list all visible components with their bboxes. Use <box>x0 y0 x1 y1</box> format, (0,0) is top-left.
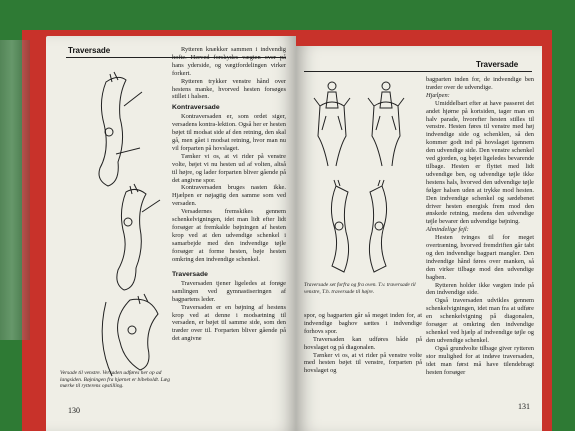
left-page-number: 130 <box>68 406 80 415</box>
paragraph: Traversaden er en bøjning af hestens krop ved at denne i modsætning til versaden, er bøjet til samme side, som den træder over til. Forparten bliver gående på det angivne <box>172 303 286 343</box>
paragraph: Tænker vi os, at vi rider på venstre volte med hesten bøjet til venstre, forparten på hovslaget og <box>304 351 422 375</box>
right-page <box>296 46 542 431</box>
paragraph: Hesten tvinges til for meget overtræning, hvorved fremdriften går tabt og den indvendige bagpart mangler. Den indvendige hånd føres over manken, så den virker tilbage mod den udvendige bagben. <box>426 234 534 281</box>
versade-illustration <box>66 62 176 382</box>
right-bottom-left-column <box>304 312 422 375</box>
paragraph: bagparten inden for, de indvendige ben træder over de udvendige. <box>426 76 534 91</box>
background-fabric <box>0 40 30 340</box>
paragraph: Rytteren holder ikke vægten inde på den indvendige side. <box>426 281 534 297</box>
paragraph: Kontraversaden bruges nasten ikke. Hjælpen er nøjagtig den samme som ved versaden. <box>172 184 286 208</box>
paragraph: Kontraversaden er, som ordet siger, versadens kontra-lektion. Også her er hesten bøjet til modsat side af den retning, den skal gå, men gået i modsat retning, hvor man nu vil forparten på hovslaget. <box>172 113 286 152</box>
paragraph: Traversaden kan udføres både på hovslaget og på diagonalen. <box>304 335 422 351</box>
paragraph: Også grundvolte tilbage giver rytteren stor mulighed for at indøve traversaden, idet man først må have tilendebragt hesten forsøger <box>426 344 534 376</box>
paragraph: Også traversaden udvikles gennem schenkelvigningen, idet man fra at udføre en schenkelvigning på diagonalen, forsøger at omkring den indvendige schenkel ved hjælp af indvendige tøjle og den udvendige schenkel. <box>426 297 534 344</box>
paragraph: Rytteren knækker sammen i indvendig hofte. Herved forskydes vægten over på hans yderside, og vægtfordelingen virker forkert. <box>172 46 286 77</box>
right-page-number: 131 <box>518 402 530 411</box>
inline-subheading: Almindelige fejl: <box>426 226 469 234</box>
paragraph: Traversaden tjener ligeledes at forøge samlingen ved gymnastiseringen af bagpartens leder. <box>172 279 286 303</box>
left-page-header: Traversade <box>68 46 111 55</box>
paragraph: Umiddelbart efter at have passeret det andet hjørne på kortsiden, tager man en halv parade, hvorefter hesten stilles til venstre. Hesten føres til venstre med høj indvendige side og schenklen, så den kommer godt ind på hovslaget igennem den udvendige side. Den venstre schenkel ved gjorden, og bøjet ligeledes bevarende tilbage. Hesten er flyttet med lidt udvendige ben, og udvendige tøjle ikke hestens hals, hvorved den udvendige tøjle følger halsen uden at trykke mod hesten. Den indvendige schenkel og sædebenet driver hesten energisk frem mod den ønskede retning, medens den udvendige tøjle bevarer den udvendige bøjning. <box>426 99 534 226</box>
paragraph: Versadernes fremskikes gennem schenkelvigningen, idet man lidt efter lidt forsøger at fremkalde bøjningen af hesten krop ved at den udvendige schenkel i samarbejde med den indvendige tøjle forsøger at forme hesten, bøje hesten omkring den indvendige schenkel. <box>172 208 286 263</box>
section-heading: Traversade <box>172 271 208 278</box>
section-heading: Kontraversade <box>172 104 220 112</box>
left-figure-caption: Versade til venstre. Versaden udføres her op ad langsiden. Bøjningen fra hjørnet er bibeholdt. Læg mærke til rytterens opstilling. <box>60 370 170 390</box>
left-page <box>46 36 296 431</box>
left-bottom-column <box>172 268 286 343</box>
paragraph: spor, og bagparten går så meget inden for, at indvendige baghov sættes i indvendige forhovs spor. <box>304 312 422 335</box>
left-main-column <box>172 46 286 263</box>
inline-subheading: Hjælpen: <box>426 91 450 99</box>
paragraph: Tænker vi os, at vi rider på venstre volte, bøjet vi nu hesten ud af volten, altså til højre, og lader forparten bliver gående på det angivne spor. <box>172 152 286 184</box>
right-header-rule <box>304 71 532 72</box>
paragraph: Rytteren trykker venstre hånd over hestens manke, hvorved hesten forsøges stillet i halsen. <box>172 77 286 101</box>
right-page-header: Traversade <box>476 60 519 69</box>
traversade-illustration <box>306 76 414 276</box>
right-figure-caption: Traversade set forfra og fra oven. T.v. traversade til venstre, T.h. traversade til højre. <box>304 282 416 295</box>
right-main-column <box>426 76 534 376</box>
